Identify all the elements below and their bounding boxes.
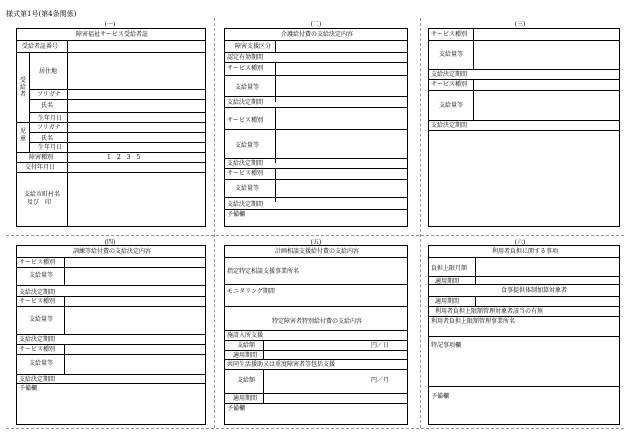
per-day-label: 円／日 (371, 342, 390, 349)
facility-support-label: 施設入所支援 (227, 332, 264, 339)
support-category-label: 障害支援区分 (235, 43, 272, 50)
panel-divider-horizontal (6, 235, 624, 236)
child-furigana-label: フリガナ (37, 124, 61, 131)
applicable-period-label: 適用期間 (233, 395, 258, 402)
care-benefit-panel (224, 28, 408, 227)
remarks-label: 予備欄 (19, 385, 38, 392)
panel-label-5: (五) (310, 239, 322, 246)
special-notes-label: 特記事項欄 (431, 342, 462, 349)
group-home-label: 共同生活援助又は重度障害者等包括支援 (227, 361, 336, 368)
child-name-label: 氏名 (41, 135, 54, 142)
amount-label: 支給額 (237, 342, 256, 349)
decision-period-label: 支給決定期間 (19, 289, 56, 296)
decision-period-label: 支給決定期間 (19, 376, 56, 383)
disability-options: 1 2 3 5 (107, 154, 141, 161)
service-type-label: サービス種別 (227, 65, 264, 72)
name-label: 氏名 (41, 102, 54, 109)
issue-date-label: 交付年月日 (25, 164, 56, 171)
management-provider-label: 利用者負担上限額管理事業所名 (431, 318, 516, 325)
monitoring-label: モニタリング期間 (227, 288, 275, 295)
recipient-certificate-panel (16, 28, 206, 227)
decision-period-label: 支給決定期間 (227, 99, 264, 106)
municipality-seal-label: 及び 印 (27, 199, 52, 206)
per-month-label: 円／月 (371, 377, 390, 384)
service-type-label: サービス種別 (227, 117, 264, 124)
decision-period-label: 支給決定期間 (431, 122, 468, 129)
form-header: 様式第1号(第4条関係) (6, 10, 77, 18)
amount-label: 支給量等 (235, 84, 260, 91)
remarks-label: 予備欄 (431, 393, 450, 400)
panel-title: 計画相談支援給付費の支給内容 (274, 248, 360, 255)
service-type-label: サービス種別 (227, 170, 264, 177)
remarks-label: 予備欄 (227, 211, 246, 218)
amount-label: 支給額 (237, 377, 256, 384)
management-applicable-label: 利用者負担上限額管理対象者該当の有無 (435, 308, 544, 315)
meal-support-label: 食事提供体制加算対象者 (501, 287, 568, 294)
consultation-benefit-panel (224, 245, 408, 425)
decision-period-label: 支給決定期間 (227, 201, 264, 208)
disability-type-label: 障害種別 (29, 154, 54, 161)
panel-title: 訓練等給付費の支給決定内容 (72, 248, 152, 255)
panel-divider-vertical-1 (214, 18, 215, 428)
panel-label-3: (三) (514, 21, 526, 28)
furigana-label: フリガナ (37, 91, 61, 98)
decision-period-label: 支給決定期間 (227, 160, 264, 167)
decision-period-label: 支給決定期間 (19, 336, 56, 343)
provider-label: 指定特定相談支援事業所名 (227, 268, 300, 275)
decision-period-label: 支給決定期間 (431, 71, 468, 78)
panel-label-6: (六) (514, 239, 526, 246)
additional-services-panel (428, 28, 620, 227)
recipient-number-label: 受給者証番号 (22, 43, 59, 50)
birthdate-label: 生年月日 (38, 115, 63, 122)
valid-period-label: 認定有効期間 (227, 54, 264, 61)
panel-label-1: (一) (104, 21, 116, 28)
amount-label: 支給量等 (29, 360, 54, 367)
special-benefit-title: 特定障害者特別給付費の支給内容 (271, 318, 363, 325)
recipient-group-label: 受給者 (20, 77, 27, 98)
panel-title: 利用者負担に関する事項 (491, 248, 559, 255)
panel-title: 介護給付費の支給決定内容 (280, 31, 354, 38)
panel-divider-vertical-2 (420, 18, 421, 428)
page-bottom-border (6, 428, 624, 429)
service-type-label: サービス種別 (19, 259, 56, 266)
training-benefit-panel (16, 245, 206, 425)
service-type-label: サービス種別 (19, 298, 56, 305)
remarks-label: 予備欄 (227, 405, 246, 412)
amount-label: 支給量等 (439, 102, 464, 109)
service-type-label: サービス種別 (431, 31, 468, 38)
applicable-period-label: 適用期間 (435, 298, 460, 305)
child-group-label: 児童 (20, 128, 27, 142)
panel-label-2: (二) (310, 21, 322, 28)
applicable-period-label: 適用期間 (435, 278, 460, 285)
amount-label: 支給量等 (29, 316, 54, 323)
amount-label: 支給量等 (29, 272, 54, 279)
municipality-label: 支給市町村名 (24, 191, 61, 198)
applicable-period-label: 適用期間 (233, 352, 258, 359)
amount-label: 支給量等 (235, 142, 260, 149)
service-type-label: サービス種別 (431, 81, 468, 88)
panel-label-4: (四) (104, 239, 116, 246)
amount-label: 支給量等 (439, 51, 464, 58)
user-burden-panel (428, 245, 620, 425)
amount-label: 支給量等 (235, 185, 260, 192)
service-type-label: サービス種別 (19, 346, 56, 353)
child-birthdate-label: 生年月日 (38, 144, 63, 151)
panel-title: 障害福祉サービス受給者証 (75, 31, 149, 38)
burden-limit-label: 負担上限月額 (431, 265, 468, 272)
address-label: 居住地 (39, 68, 58, 75)
